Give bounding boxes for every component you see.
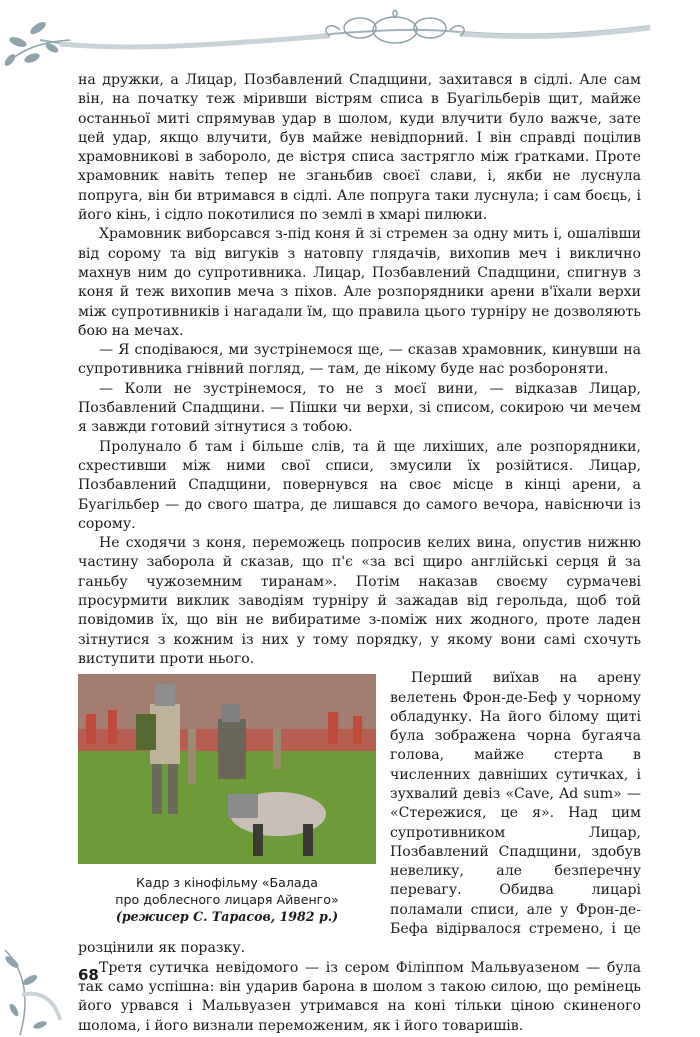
caption-line: Кадр з кінофільму «Балада [135,875,319,891]
paragraph: — Коли не зустрінемося, то не з моєї вини, — відказав Лицар, Позбавлений Спадщини. — Пішки чи верхи, зі списом, сокирою чи мечем я завжди готовий зітнутися з тобою. [78,380,641,436]
caption-line: про доблесного лицаря Айвенго» [115,892,339,908]
paragraph: Не сходячи з коня, переможець попросив келих вина, опустив нижню частину заборола й сказав, що п'є «за всі щиро англійські серця й за ганьбу чужоземним тиранам». Потім наказав своєму сурмачеві просурмити виклик заводіям турніру й зажадав від герольда, щоб той повідомив їх, що він не вибиратиме з-поміж них жодного, проте ладен зітнутися з кожним із них у тому порядку, у якому вони самі схочуть виступити проти нього. [78,535,641,667]
film-still-image [78,674,376,864]
caption-director: (режисер С. Тарасов, 1982 р.) [115,909,339,925]
paragraph: Пролунало б там і більше слів, та й ще лихіших, але розпорядники, схрестивши між ними свої списи, змусили їх розійтися. Лицар, Позбавлений Спадщини, повернувся на своє місце в кінці арени, а Буагільбер — до свого шатра, де лишався до самого вечора, навіснючи із сорому. [78,438,641,532]
bottom-floral-ornament [0,940,90,1037]
page-number: 68 [78,966,99,984]
paragraph: Храмовник виборсався з-під коня й зі стремен за одну мить і, ошалівши від сорому та від вигуків з натовпу глядачів, вихопив меч і виклично махнув ним до супротивника. Лицар, Позбавлений Спадщини, спигнув з коня й теж вихопив меча з піхов. Але розпорядники арени в'їхали верхи між супротивників і нагадали їм, що правила цього турніру не дозволяють бою на мечах. [78,226,641,339]
paragraph: — Я сподіваюся, ми зустрінемося ще, — сказав храмовник, кинувши на супротивника гнівний погляд, — там, де нікому буде нас розбороняти. [78,342,641,378]
paragraph: Третя сутичка невідомого — із сером Філіппом Мальвуазеном — була так само успішна: він ударив барона в шолом з такою силою, що ремінець його урвався і Мальвуазен утримався на коні тільки ціною скиненого шолома, і його визнали переможеним, як і його товаришів. [78,959,641,1034]
figure-caption [78,874,376,925]
paragraph: Перший виїхав на арену велетень Фрон-де-Беф у чорному обладунку. На його білому щиті була зображена чорна бугаяча голова, майже стерта в численних давніших сутичках, і зухвалий девіз «Cave, Ad sum» — «Стережися, це я». Над цим супротивником Лицар, Позбавлений Спадщини, здобув невелику, але безперечну перевагу. Обидва лицарі поламали списи, але у Фрон-де-Бефа відірвалося стремено, і це розцінили як поразку. [78,670,641,957]
film-still-figure [78,674,376,936]
paragraph: на дружки, а Лицар, Позбавлений Спадщини, захитався в сідлі. Але сам він, на початку теж міривши вістрям списа в Буагільберів щит, майже останньої миті спрямував удар в шолом, куди влучити було важче, зате цей удар, якщо влучити, був майже невідпорний. І він справді поцілив храмовникові в забороло, де вістря списа застрягло між ґратками. Проте храмовник навіть тепер не зганьбив своєї слави, і, якби не луснула попруга, він би втримався в сідлі. Але попруга таки луснула; і сам боєць, і його кінь, і сідло покотилися по землі в хмарі пилюки. [78,72,641,224]
main-text [78,71,641,1036]
top-floral-ornament [0,0,700,80]
